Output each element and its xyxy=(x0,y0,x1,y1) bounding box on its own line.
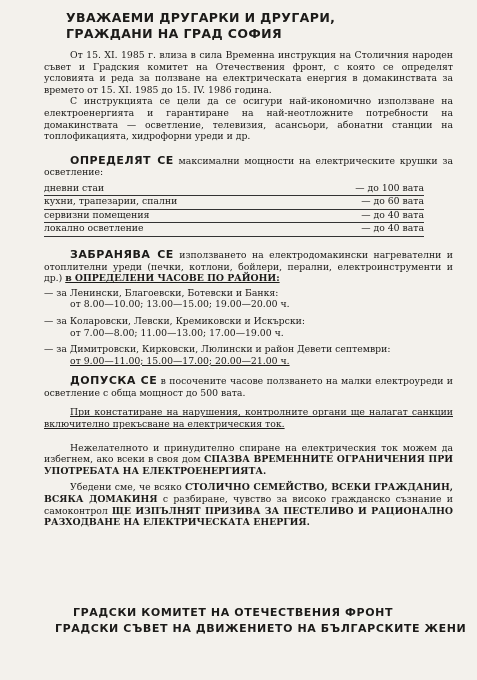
heading-line-2: ГРАЖДАНИ НА ГРАД СОФИЯ xyxy=(66,26,283,41)
district-name: — за Ленински, Благоевски, Ботевски и Банкя: xyxy=(44,287,279,299)
ban-lead-text: използването на електродомакински нагревателни и отоплителни уреди (печки, котлони, бойлери, перални, електроинструменти и др.) xyxy=(44,249,453,285)
allow-paragraph xyxy=(44,375,453,399)
intro-paragraph-2: С инструкцията се цели да се осигури най-икономично използване на електроенергията и гарантиране на най-неотложните потребности на домакинствата — осветление, телевизия, асансьори, абонатни станции на топлофикацията, хидрофорни уреди и др. xyxy=(44,96,453,143)
district-item xyxy=(44,288,453,311)
appeal-text: Нежелателното и принудително спиране на електрическия ток можем да избегнем, ако всеки в своя дом xyxy=(44,442,453,466)
heading-line-1: УВАЖАЕМИ ДРУГАРКИ И ДРУГАРИ, xyxy=(66,10,336,25)
appeal-text: с разбиране, чувство за високо гражданско съзнание и самоконтрол xyxy=(44,494,453,517)
district-hours: от 8.00—10.00; 13.00—15.00; 19.00—20.00 ч. xyxy=(70,299,290,311)
lamp-row xyxy=(44,183,424,197)
appeal-text: Убедени сме, че всяко xyxy=(70,482,186,494)
district-name: — за Димитровски, Кирковски, Люлински и район Девети септември: xyxy=(44,344,391,356)
ban-lead-caps: в ОПРЕДЕЛЕНИ ЧАСОВЕ ПО РАЙОНИ: xyxy=(65,273,280,285)
allow-lead: ДОПУСКА СЕ xyxy=(70,374,158,388)
lamp-limits-table xyxy=(44,183,424,237)
ban-lead: ЗАБРАНЯВА СЕ xyxy=(70,247,174,261)
lamp-value: — до 60 вата xyxy=(361,196,424,208)
appeal-paragraph-1 xyxy=(44,443,453,478)
limits-lead: ОПРЕДЕЛЯТ СЕ xyxy=(70,153,174,167)
district-item xyxy=(44,316,453,339)
appeal-caps: ЩЕ ИЗПЪЛНЯТ ПРИЗИВА ЗА ПЕСТЕЛИВО И РАЦИОНАЛНО РАЗХОДВАНЕ НА ЕЛЕКТРИЧЕСКАТА ЕНЕРГИЯ. xyxy=(44,505,453,529)
lamp-room: локално осветление xyxy=(44,223,144,235)
lamp-room: кухни, трапезарии, спални xyxy=(44,196,178,208)
appeal-caps: СТОЛИЧНО СЕМЕЙСТВО, ВСЕКИ ГРАЖДАНИН, ВСЯКА ДОМАКИНЯ xyxy=(44,482,453,506)
district-name: — за Коларовски, Левски, Кремиковски и Искърски: xyxy=(44,315,305,327)
limits-lead-text: максимални мощности на електрическите крушки за осветление: xyxy=(44,155,453,179)
lamp-value: — до 100 вата xyxy=(355,182,424,194)
district-hours: от 7.00—8.00; 11.00—13.00; 17.00—19.00 ч. xyxy=(70,327,284,339)
lamp-value: — до 40 вата xyxy=(361,223,424,235)
appeal-caps: СПАЗВА ВРЕМЕННИТЕ ОГРАНИЧЕНИЯ ПРИ УПОТРЕБАТА НА ЕЛЕКТРОЕНЕРГИЯТА. xyxy=(44,454,453,477)
lamp-row xyxy=(44,210,424,224)
signature-line-1: ГРАДСКИ КОМИТЕТ НА ОТЕЧЕСТВЕНИЯ ФРОНТ xyxy=(73,606,394,619)
sanctions-paragraph: При констатиране на нарушения, контролните органи ще налагат санкции включително прекъсване на електрическия ток. xyxy=(44,407,453,431)
allow-text: в посочените часове ползването на малки електроуреди и осветление с обща мощност до 500 вата. xyxy=(44,376,453,399)
lamp-row xyxy=(44,196,424,210)
lamp-row xyxy=(44,223,424,237)
district-item xyxy=(44,344,453,367)
lamp-room: дневни стаи xyxy=(44,182,105,194)
district-hours: от 9.00—11.00; 15.00—17.00; 20.00—21.00 ч. xyxy=(70,355,290,367)
signature-line-2: ГРАДСКИ СЪВЕТ НА ДВИЖЕНИЕТО НА БЪЛГАРСКИТЕ ЖЕНИ xyxy=(55,622,467,635)
lamp-value: — до 40 вата xyxy=(361,209,424,221)
signature-block xyxy=(55,605,466,637)
lamp-room: сервизни помещения xyxy=(44,209,150,221)
intro-paragraph-1: От 15. XI. 1985 г. влиза в сила Временна инструкция на Столичния народен съвет и Градския комитет на Отечествения фронт, с която се определят условията и реда за ползване на електрическата енергия в домакинствата за времето от 15. XI. 1985 до 15. IV. 1986 година. xyxy=(44,50,453,96)
district-list xyxy=(44,288,453,368)
limits-intro xyxy=(44,155,453,179)
appeal-paragraph-2 xyxy=(44,482,453,528)
heading xyxy=(66,10,453,42)
ban-intro xyxy=(44,249,453,285)
